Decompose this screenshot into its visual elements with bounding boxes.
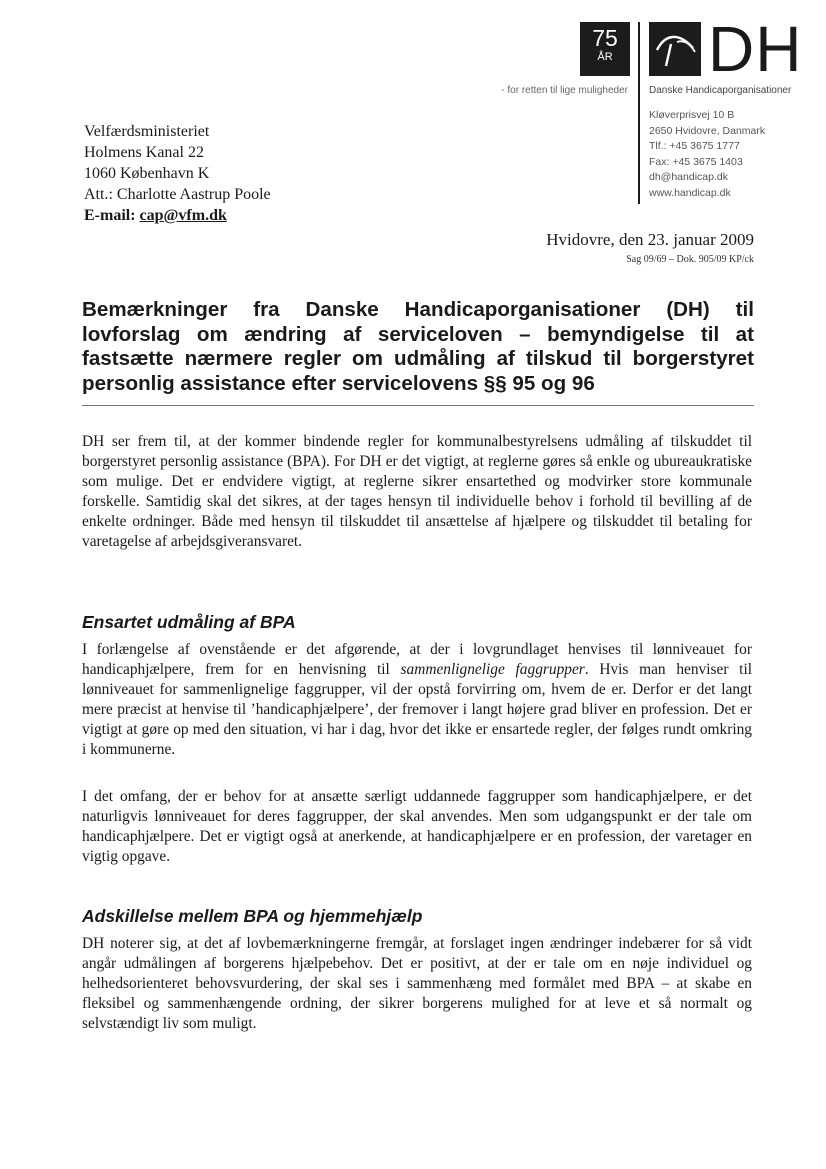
text-run: I forlængelse af ovenstående er det afgørende, at der i lovgrundlaget henvises til lønniveauet for handicaphjælpere, frem for en henvisning til: [82, 641, 752, 678]
intro-text: DH ser frem til, at der kommer bindende regler for kommunalbestyrelsens udmåling af tilskuddet til borgerstyret personlig assistance (BPA). For DH er det vigtigt, at reglerne gøres så enkle og ubureaukratiske som mulige. Det er endvidere vigtigt, at reglerne sikrer ensartethed og modvirker store kommunale forskelle. Samtidig skal det sikres, at der tages hensyn til individuelle behov i forhold til bevilling af de enkelte ordninger. Både med hensyn til tilskuddet til ansættelse af hjælpere og tilskuddet til betaling for varetagelse af arbejdsgiveransvaret.: [82, 433, 752, 550]
recipient-line: Velfærdsministeriet: [84, 123, 210, 140]
tagline: - for retten til lige muligheder: [501, 85, 628, 96]
contact-city: 2650 Hvidovre, Danmark: [649, 124, 766, 137]
contact-address: Kløverprisvej 10 B: [649, 109, 735, 121]
org-name: Danske Handicaporganisationer: [649, 85, 792, 96]
dateline: [546, 230, 754, 265]
email-label: E-mail:: [84, 207, 136, 224]
section-heading: Ensartet udmåling af BPA: [82, 612, 296, 632]
email-address: cap@vfm.dk: [139, 207, 227, 224]
contact-email: dh@handicap.dk: [649, 171, 728, 183]
section-heading: Adskillelse mellem BPA og hjemmehjælp: [82, 906, 423, 926]
contact-website: www.handicap.dk: [649, 186, 731, 199]
anniversary-logo: [580, 22, 630, 76]
case-reference: Sag 09/69 – Dok. 905/09 KP/ck: [626, 254, 754, 265]
dh-logo-icon: [649, 22, 701, 76]
contact-fax: Fax: +45 3675 1403: [649, 155, 743, 168]
emphasis-text: sammenlignelige faggrupper: [400, 661, 585, 678]
recipient-line: Holmens Kanal 22: [84, 144, 204, 161]
text-run: . Hvis man henviser til lønniveauet for sammenlignelige faggrupper, vil der opstå forvirring om, hvem de er. Derfor er det langt mere præcist at henvise til ’handicaphjælpere’, der fremover i langt højere grad bliver en profession. Det er vigtigt at gøre op med den situation, vi har i dag, hvor det ikke er ensartede regler, der følges rundt omkring i kommunerne.: [82, 661, 753, 758]
anniversary-number: 75: [592, 25, 618, 51]
section1-paragraph-2: [82, 787, 752, 867]
section2-paragraph-1: [82, 934, 752, 1034]
document-title: Bemærkninger fra Danske Handicaporganisationer (DH) til lovforslag om ændring af serviceloven – bemyndigelse til at fastsætte nærmere regler om udmåling af tilskud til borgerstyret personlig assistance efter servicelovens §§ 95 og 96: [82, 298, 754, 395]
contact-phone: Tlf.: +45 3675 1777: [649, 140, 740, 152]
section1-paragraph-1: [82, 640, 752, 760]
intro-paragraph: [82, 432, 752, 552]
recipient-email: [84, 205, 271, 226]
recipient-line: Att.: Charlotte Aastrup Poole: [84, 186, 271, 203]
paragraph-text: DH noterer sig, at det af lovbemærkningerne fremgår, at forslaget ingen ændringer indebærer for så vidt angår udmålingen af borgerens hjælpebehov. Det er positivt, at der er tale om en nøje individuel og helhedsorienteret behovsvurdering, der skal ses i sammenhæng med formålet med BPA – at skabe en fleksibel og sammenhængende ordning, der sikrer borgerens mulighed for at leve et så normalt og selvstændigt liv som muligt.: [82, 935, 752, 1032]
title-underline: [82, 405, 754, 406]
anniversary-suffix: ÅR: [597, 51, 613, 63]
recipient-block: [84, 121, 271, 226]
letter-date: Hvidovre, den 23. januar 2009: [546, 230, 754, 249]
recipient-line: 1060 København K: [84, 165, 210, 182]
paragraph-text: I det omfang, der er behov for at ansætte særligt uddannede faggrupper som handicaphjælpere, er det naturligvis lønniveauet for deres faggrupper, der skal anvendes. Men som udgangspunkt er der tale om handicaphjælpere. Det er vigtigt også at anerkende, at handicaphjælpere er en profession, der varetager en vigtig opgave.: [82, 788, 752, 865]
letterhead-divider: [638, 22, 640, 204]
dh-logo-text: DH: [708, 13, 803, 85]
contact-block: [649, 108, 765, 201]
